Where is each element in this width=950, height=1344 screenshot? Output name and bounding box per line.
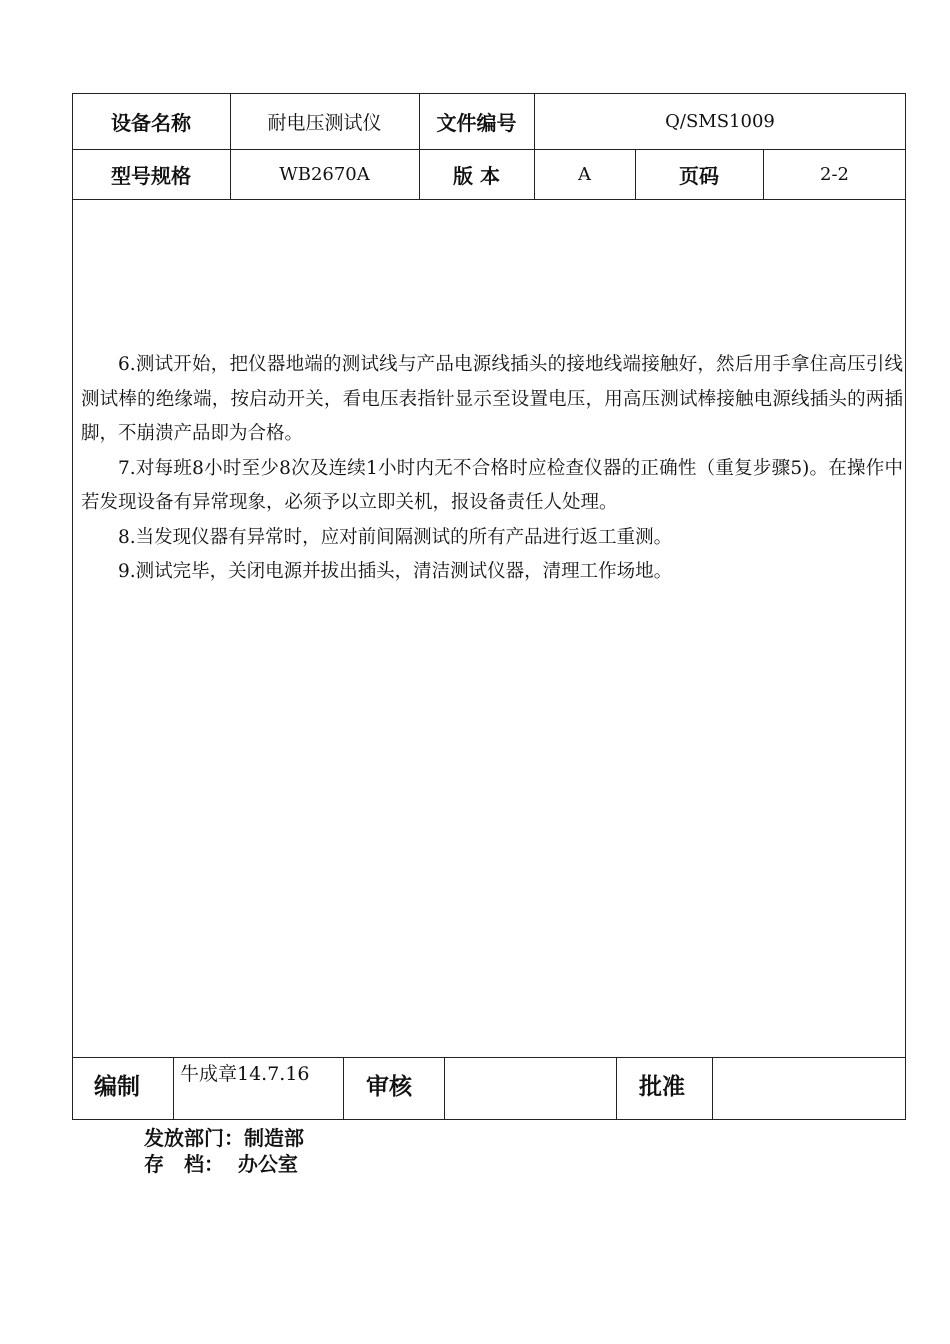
- compiled-by-value: 牛成章14.7.16: [180, 1063, 310, 1085]
- footer-col-divider: [616, 1057, 617, 1120]
- compiled-by-label: 编制: [94, 1073, 140, 1100]
- device-name-label: 设备名称: [111, 110, 191, 135]
- page-label: 页码: [679, 163, 719, 188]
- procedure-step-9: 9.测试完毕，关闭电源并拔出插头，清洁测试仪器，清理工作场地。: [118, 561, 673, 582]
- doc-number-value: Q/SMS1009: [665, 110, 775, 132]
- footer-top-divider: [72, 1057, 906, 1058]
- procedure-step-6: 6.测试开始，把仪器地端的测试线与产品电源线插头的接地线端接触好，然后用手拿住高压引线测试棒的绝缘端，按启动开关，看电压表指针显示至设置电压，用高压测试棒接触电源线插头的两插脚，不崩溃产品即为合格。: [81, 354, 903, 444]
- doc-number-label: 文件编号: [436, 110, 517, 135]
- distribution-department: 发放部门：制造部: [144, 1126, 304, 1150]
- footer-col-divider: [444, 1057, 445, 1120]
- version-value: A: [578, 163, 591, 185]
- footer-col-divider: [173, 1057, 174, 1120]
- model-label: 型号规格: [111, 163, 191, 188]
- procedure-step-7: 7.对每班8小时至少8次及连续1小时内无不合格时应检查仪器的正确性（重复步骤5)。在操作中若发现设备有异常现象，必须予以立即关机，报设备责任人处理。: [81, 457, 903, 513]
- procedure-body: [81, 348, 903, 590]
- device-name-value: 耐电压测试仪: [267, 111, 382, 134]
- footer-col-divider: [712, 1057, 713, 1120]
- footer-col-divider: [343, 1057, 344, 1120]
- document-frame: [72, 93, 906, 1120]
- page-value: 2-2: [820, 163, 849, 185]
- model-value: WB2670A: [279, 163, 370, 185]
- reviewed-by-label: 审核: [366, 1073, 412, 1100]
- approved-by-label: 批准: [639, 1073, 685, 1100]
- header-bottom-divider: [72, 199, 906, 200]
- procedure-step-8: 8.当发现仪器有异常时，应对前间隔测试的所有产品进行返工重测。: [118, 526, 673, 548]
- version-label: 版 本: [453, 163, 500, 188]
- archive-location: 存 档： 办公室: [144, 1152, 298, 1176]
